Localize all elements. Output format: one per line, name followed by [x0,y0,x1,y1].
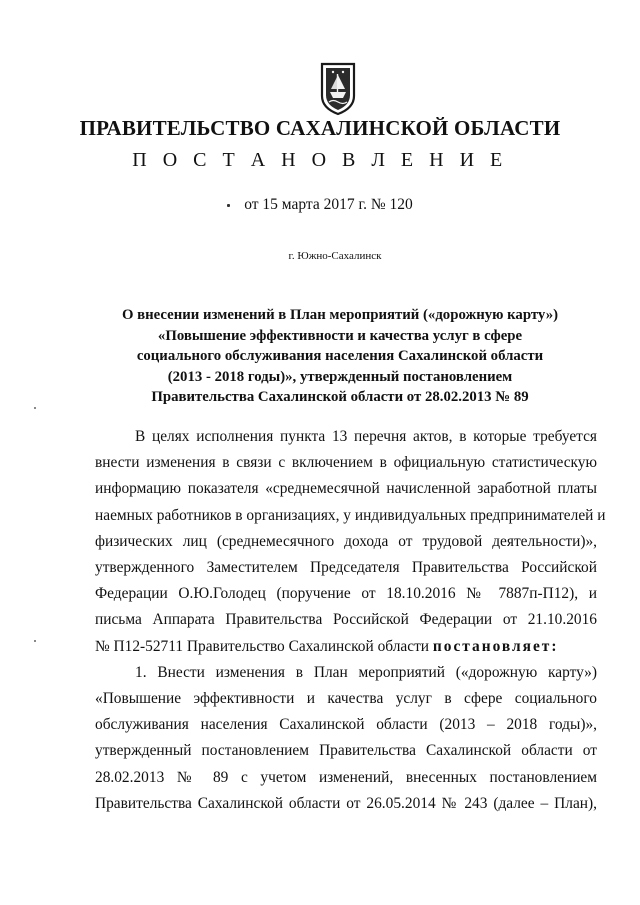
body-line: информацию показателя «среднемесячной начисленной заработной платы [95,480,597,498]
body-line: Федерации О.Ю.Голодец (поручение от 18.10.2016 № 7887п-П12), и [95,585,597,603]
body-line: 1. Внести изменения в План мероприятий («дорожную карту») [135,663,597,681]
subject-line: «Повышение эффективности и качества услуг в сфере [157,327,523,344]
body-line: В целях исполнения пункта 13 перечня актов, в которые требуется [135,428,597,445]
body-line-final [95,634,597,660]
date-number-line [0,196,640,214]
subject-line: О внесении изменений в План мероприятий («дорожную карту») [121,307,559,323]
document-type: П О С Т А Н О В Л Е Н И Е [132,149,508,171]
scan-speck [34,640,36,642]
coat-of-arms-icon [318,62,358,116]
subject-line: социального обслуживания населения Сахалинской области [136,348,544,364]
body-line: обслуживания населения Сахалинской области (2013 – 2018 годы)», [95,716,597,734]
body-line: утвержденный постановлением Правительства Сахалинской области от [95,742,597,760]
date-number-text: от 15 марта 2017 г. № 120 [244,196,413,213]
body-line: 28.02.2013 № 89 с учетом изменений, внесенных постановлением [95,768,597,786]
scan-speck [34,407,36,409]
city-name: г. Южно-Сахалинск [288,250,382,262]
resolution-subject [120,305,560,408]
resolves-keyword: постановляет: [432,637,559,655]
body-line: наемных работников в организациях, у индивидуальных предпринимателей и [95,506,606,524]
body-line: «Повышение эффективности и качества услуг в сфере социального [95,690,597,708]
stray-mark [227,204,230,207]
body-line: письма Аппарата Правительства Российской Федерации от 21.10.2016 [95,611,597,629]
body-line: утвержденного Заместителем Председателя Правительства Российской [95,559,597,577]
resolution-preamble-end: № П12-52711 Правительство Сахалинской области [95,637,433,655]
subject-line: (2013 - 2018 годы)», утвержденный постановлением [167,368,513,385]
subject-line: Правительства Сахалинской области от 28.02.2013 № 89 [151,389,529,405]
body-line: физических лиц (среднемесячного дохода от трудовой деятельности)», [95,532,597,550]
body-line: Правительства Сахалинской области от 26.05.2014 № 243 (далее – План), [95,794,597,812]
body-line: внести изменения в связи с включением в официальную статистическую [95,454,597,472]
document-body [95,424,606,817]
government-title: ПРАВИТЕЛЬСТВО САХАЛИНСКОЙ ОБЛАСТИ [79,116,561,140]
